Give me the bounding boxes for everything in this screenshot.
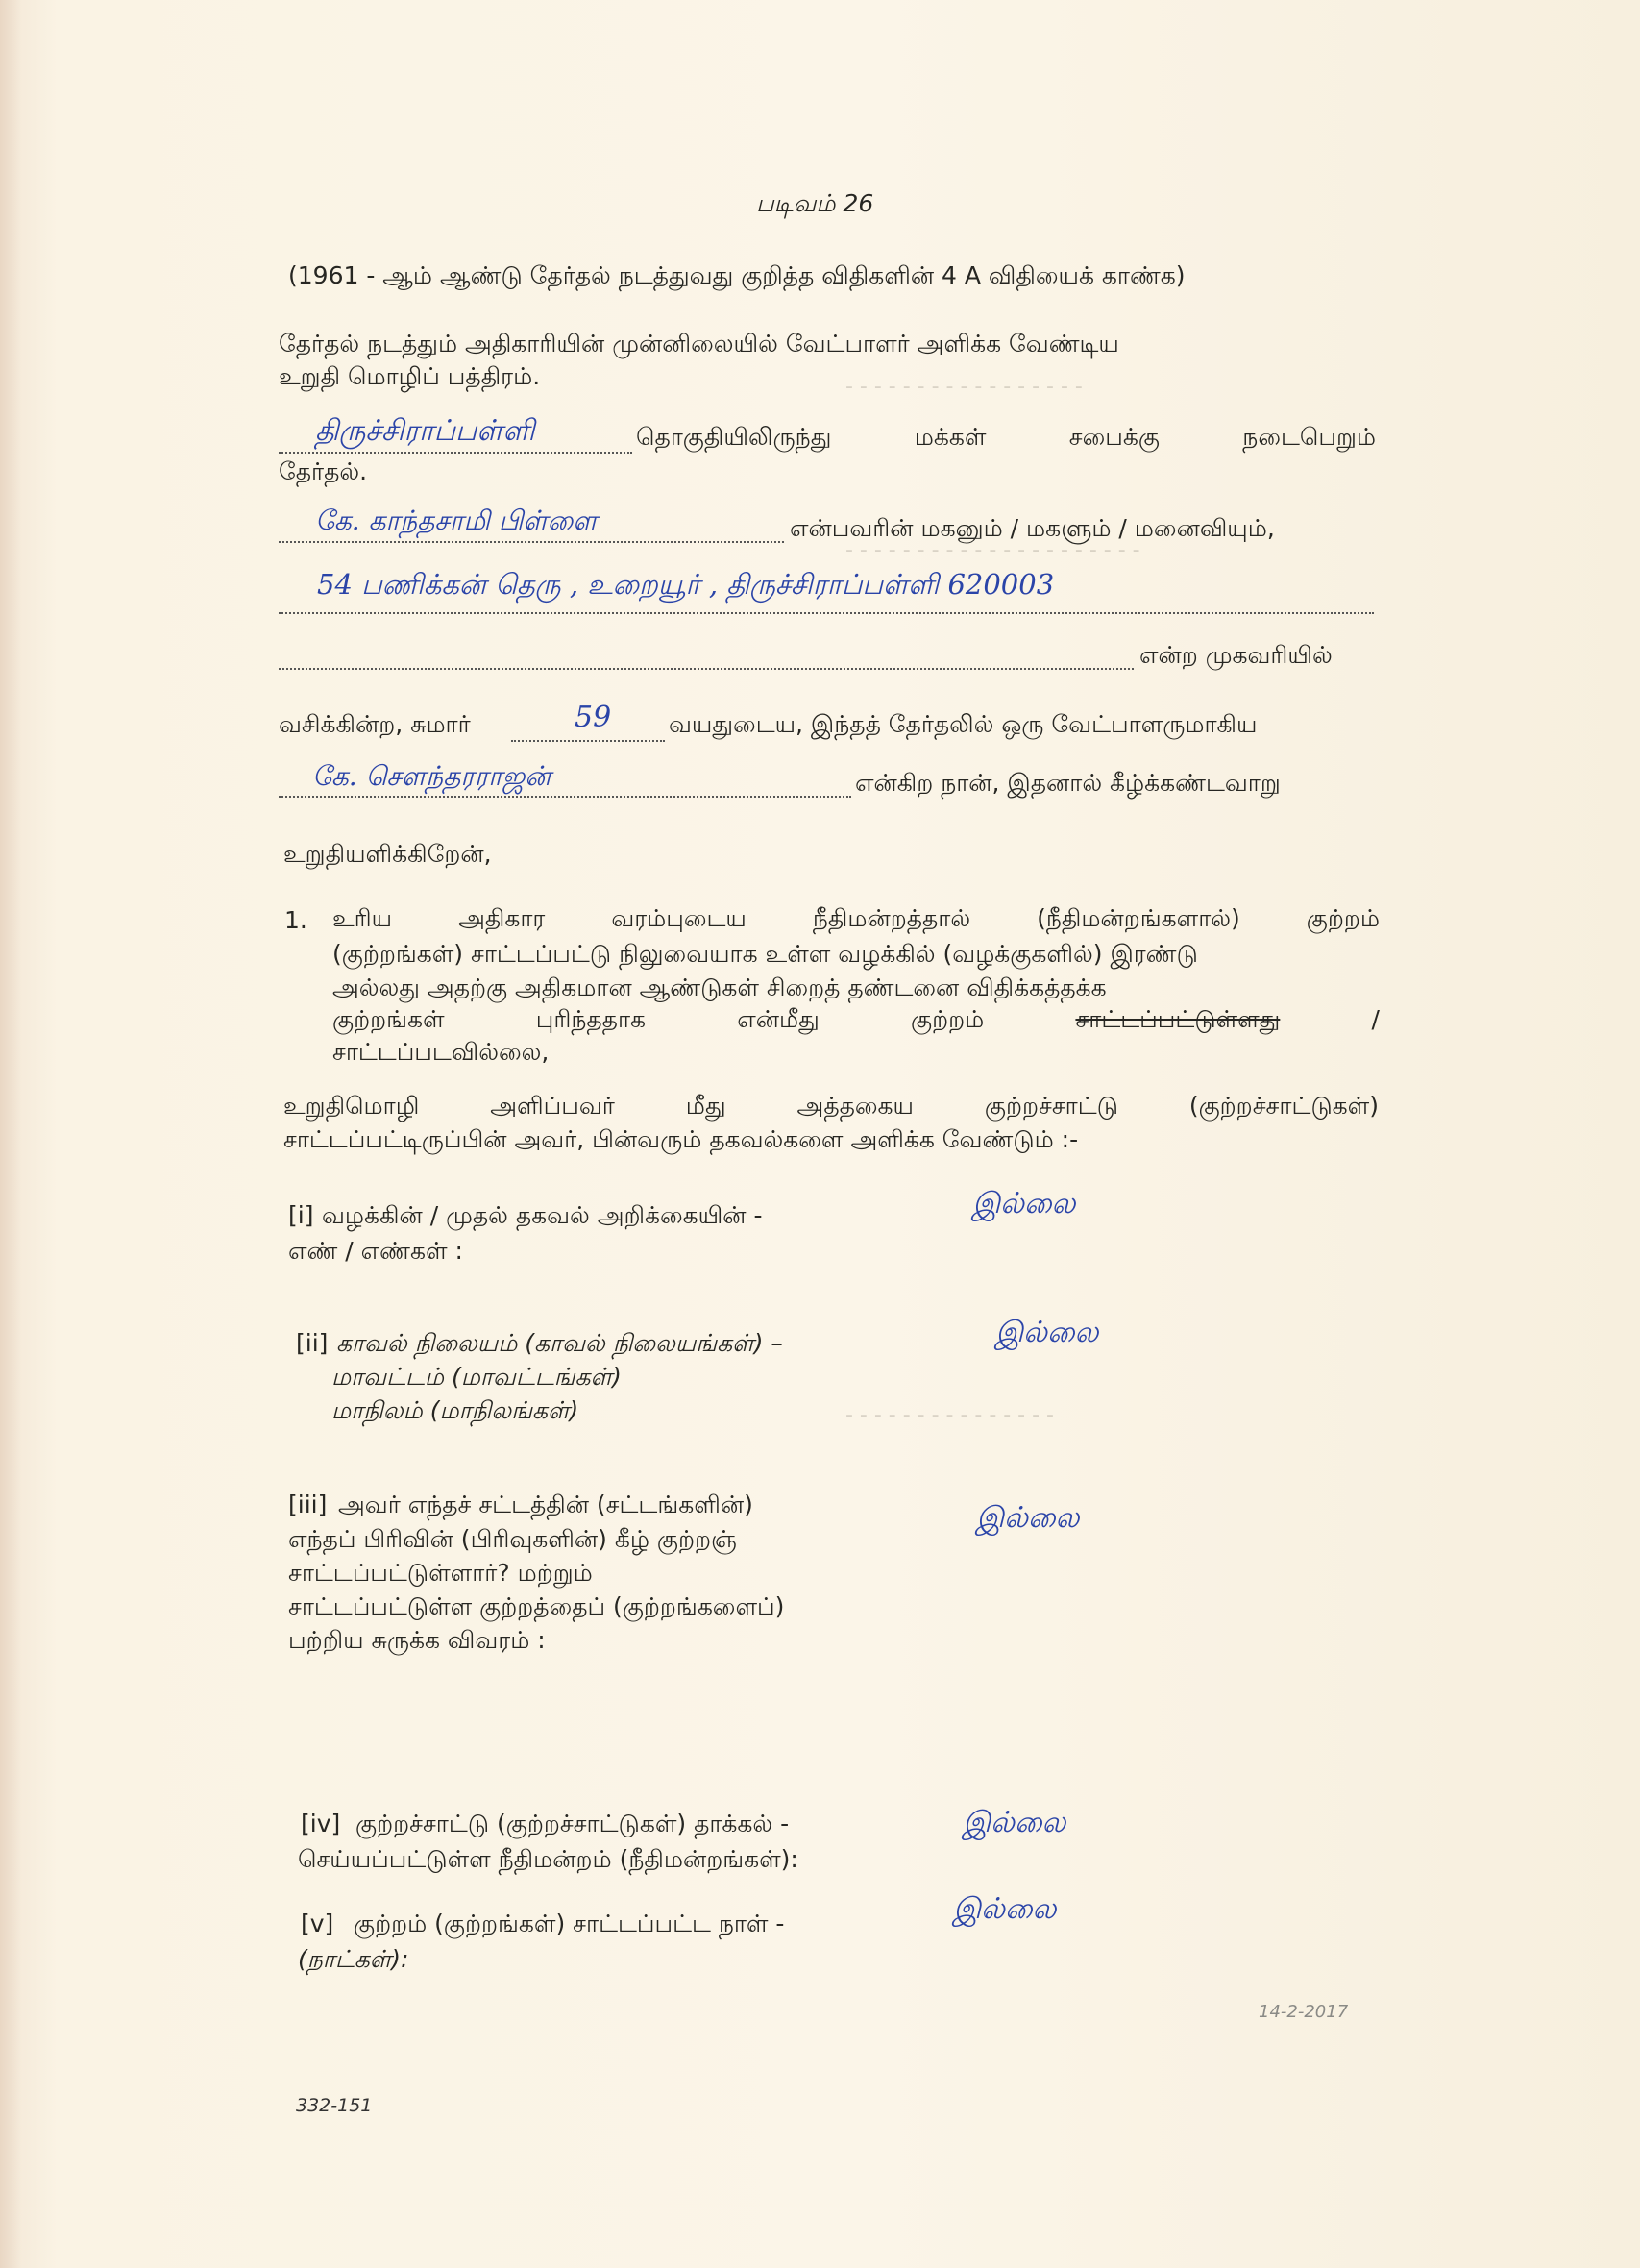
parent-name-handwritten: கே. காந்தசாமி பிள்ளை	[315, 505, 598, 536]
rule-reference: (1961 - ஆம் ஆண்டு தேர்தல் நடத்துவது குறித்த விதிகளின் 4 A விதியைக் காண்க)	[288, 261, 1186, 289]
address-field-line-1	[279, 612, 1374, 614]
clause-1-line-1	[332, 904, 1380, 936]
item-iv-line-2: செய்யப்பட்டுள்ள நீதிமன்றம் (நீதிமன்றங்கள்):	[298, 1845, 798, 1873]
item-ii-number: [ii]	[296, 1329, 329, 1357]
constituency-word: நடைபெறும்	[1242, 423, 1376, 451]
item-iii-line-3: சாட்டப்பட்டுள்ளார்? மற்றும்	[288, 1559, 593, 1587]
item-ii-answer-handwritten: இல்லை	[995, 1316, 1099, 1349]
item-i-line-1: வழக்கின் / முதல் தகவல் அறிக்கையின் -	[322, 1201, 763, 1229]
show-through-text: - - - - - - - - - - - - - - - - - - - - -	[845, 538, 1140, 562]
item-ii-line-1: காவல் நிலையம் (காவல் நிலையங்கள்) –	[336, 1329, 783, 1357]
clause-1-line-4	[332, 1005, 1380, 1037]
clause-1-line-3: அல்லது அதற்கு அதிகமான ஆண்டுகள் சிறைத் தண்டனை விதிக்கத்தக்க	[332, 974, 1107, 1001]
item-iii-line-4: சாட்டப்பட்டுள்ள குற்றத்தைப் (குற்றங்களைப்)	[288, 1592, 785, 1620]
candidate-name-handwritten: கே. சௌந்தரராஜன்	[312, 760, 551, 792]
note-line-2: சாட்டப்பட்டிருப்பின் அவர், பின்வரும் தகவல்களை அளிக்க வேண்டும் :-	[283, 1125, 1079, 1153]
age-prefix: வசிக்கின்ற, சுமார்	[279, 710, 471, 738]
show-through-text: - - - - - - - - - - - - - - -	[845, 1403, 1054, 1427]
clause-1-line-5: சாட்டப்படவில்லை,	[332, 1038, 550, 1066]
note-word: அத்தகைய	[796, 1092, 914, 1120]
age-field-line	[511, 740, 665, 742]
candidate-field-line	[279, 796, 851, 798]
clause-word: என்மீது	[737, 1005, 820, 1033]
parent-relation-text: என்பவரின் மகனும் / மகளும் / மனைவியும்,	[790, 514, 1275, 542]
item-iv-number: [iv]	[301, 1810, 341, 1837]
item-v-answer-handwritten: இல்லை	[953, 1892, 1057, 1926]
age-handwritten: 59	[575, 701, 612, 734]
note-word: (குற்றச்சாட்டுகள்)	[1188, 1092, 1379, 1120]
note-word: உறுதிமொழி	[283, 1092, 420, 1120]
item-i-line-2: எண் / எண்கள் :	[288, 1237, 463, 1265]
clause-1-line-2: (குற்றங்கள்) சாட்டப்பட்டு நிலுவையாக உள்ள வழக்கில் (வழக்குகளில்) இரண்டு	[332, 940, 1198, 968]
address-suffix: என்ற முகவரியில்	[1139, 641, 1333, 669]
item-i-answer-handwritten: இல்லை	[972, 1187, 1076, 1220]
intro-line-2: உறுதி மொழிப் பத்திரம்.	[279, 362, 541, 390]
page-edge	[0, 0, 21, 2268]
parent-field-line	[279, 541, 784, 543]
clause-word: உரிய	[332, 904, 393, 932]
item-iv-line-1: குற்றச்சாட்டு (குற்றச்சாட்டுகள்) தாக்கல் -	[355, 1810, 790, 1837]
constituency-word: தொகுதியிலிருந்து	[636, 423, 832, 451]
intro-line-1: தேர்தல் நடத்தும் அதிகாரியின் முன்னிலையில் வேட்பாளர் அளிக்க வேண்டிய	[279, 330, 1119, 357]
item-iv-answer-handwritten: இல்லை	[963, 1806, 1066, 1839]
clause-1-number: 1.	[284, 906, 307, 934]
clause-word: குற்றம்	[911, 1005, 985, 1033]
item-v-line-2: (நாட்கள்):	[298, 1945, 409, 1973]
item-iii-answer-handwritten: இல்லை	[976, 1501, 1080, 1535]
candidate-text: என்கிற நான், இதனால் கீழ்க்கண்டவாறு	[855, 769, 1281, 797]
item-v-line-1: குற்றம் (குற்றங்கள்) சாட்டப்பட்ட நாள் -	[354, 1910, 785, 1937]
constituency-line-2: தேர்தல்.	[279, 457, 368, 485]
item-i-number: [i]	[288, 1201, 314, 1229]
item-iii-line-5: பற்றிய சுருக்க விவரம் :	[288, 1626, 546, 1654]
clause-word: வரம்புடைய	[611, 904, 747, 932]
clause-word: நீதிமன்றத்தால்	[812, 904, 971, 932]
note-line-1	[283, 1092, 1379, 1123]
constituency-handwritten: திருச்சிராப்பள்ளி	[315, 414, 535, 448]
affirm-text: உறுதியளிக்கிறேன்,	[283, 840, 492, 868]
clause-word: (நீதிமன்றங்களால்)	[1037, 904, 1240, 932]
clause-word: புரிந்ததாக	[535, 1005, 647, 1033]
address-field-line-2	[279, 668, 1134, 670]
form-title: படிவம் 26	[756, 189, 874, 217]
slash-separator: /	[1371, 1005, 1380, 1033]
note-word: குற்றச்சாட்டு	[984, 1092, 1118, 1120]
item-ii-line-3: மாநிலம் (மாநிலங்கள்)	[331, 1396, 579, 1424]
page-mark: 332-151	[296, 2095, 373, 2116]
clause-word: குற்றங்கள்	[332, 1005, 445, 1033]
item-iii-line-2: எந்தப் பிரிவின் (பிரிவுகளின்) கீழ் குற்றஞ்	[288, 1525, 737, 1553]
age-suffix: வயதுடைய, இந்தத் தேர்தலில் ஒரு வேட்பாளருமாகிய	[669, 710, 1258, 738]
clause-word: குற்றம்	[1306, 904, 1380, 932]
item-ii-line-2: மாவட்டம் (மாவட்டங்கள்)	[331, 1363, 622, 1391]
note-word: மீது	[685, 1092, 726, 1120]
constituency-field-line	[279, 452, 632, 454]
struck-option: சாட்டப்பட்டுள்ளது	[1075, 1005, 1281, 1033]
address-handwritten: 54 பணிக்கன் தெரு , உறையூர் , திருச்சிராப்பள்ளி 620003	[317, 568, 1055, 601]
show-through-text: - - - - - - - - - - - - - - - - -	[845, 375, 1083, 399]
constituency-text-row	[636, 423, 1376, 455]
item-v-number: [v]	[301, 1910, 334, 1937]
constituency-word: சபைக்கு	[1068, 423, 1160, 451]
corner-mark: 14-2-2017	[1259, 2002, 1349, 2022]
note-word: அளிப்பவர்	[490, 1092, 615, 1120]
constituency-word: மக்கள்	[914, 423, 987, 451]
item-iii-number: [iii]	[288, 1491, 328, 1518]
item-iii-line-1: அவர் எந்தச் சட்டத்தின் (சட்டங்களின்)	[338, 1491, 753, 1518]
clause-word: அதிகார	[458, 904, 546, 932]
